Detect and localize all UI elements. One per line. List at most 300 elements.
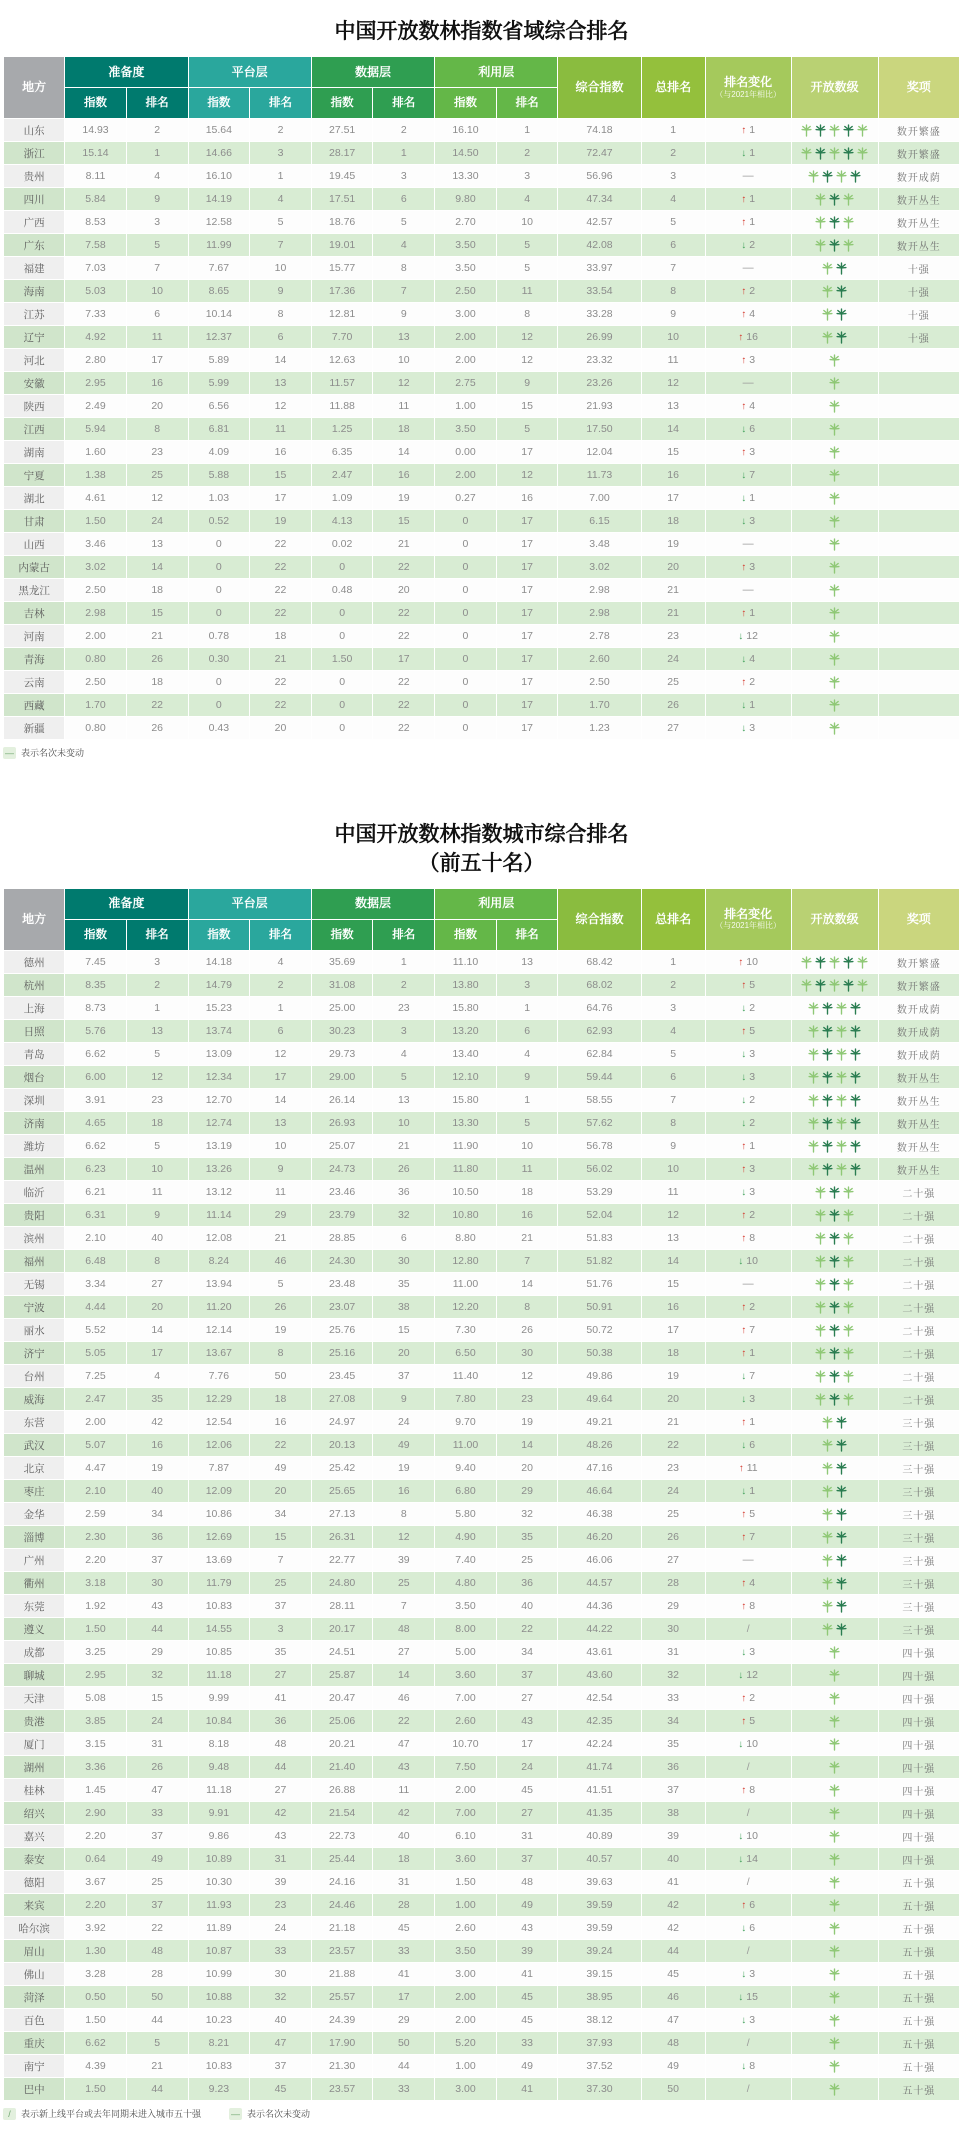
rank-up-icon: ↑ [741,1417,747,1429]
table-row [4,579,959,601]
table-row [4,1664,959,1686]
platform-rank-cell: 17 [250,1066,311,1088]
data-rank-cell: 46 [373,1687,434,1709]
tree-icon [808,1140,819,1153]
award-cell: 数开丛生 [879,1066,959,1088]
total-rank-cell: 4 [642,188,705,210]
platform-index-cell: 0 [189,579,250,601]
data-rank-cell: 7 [373,280,434,302]
rank-change-cell [706,1066,791,1088]
rank-change-value: 1 [749,699,756,712]
readiness-rank-cell: 11 [127,326,188,348]
header-open-level: 开放数级 [792,889,878,950]
tree-icon [829,193,840,206]
utilization-rank-cell: 10 [497,211,558,233]
readiness-rank-cell: 3 [127,211,188,233]
tree-icon [815,1347,826,1360]
data-index-cell: 31.08 [312,974,373,996]
readiness-index-cell: 4.92 [65,326,126,348]
footnote [3,746,84,759]
data-index-cell: 1.09 [312,487,373,509]
table-row [4,1250,959,1272]
table-row [4,1135,959,1157]
utilization-rank-cell: 1 [497,119,558,141]
total-rank-cell: 12 [642,372,705,394]
data-rank-cell: 13 [373,326,434,348]
new-entry-icon: / [746,1807,750,1820]
rank-change-cell [706,533,791,555]
tree-icon [836,1531,847,1544]
open-level-cell [792,1687,878,1709]
utilization-index-cell: 6.10 [435,1825,496,1847]
data-rank-cell: 4 [373,234,434,256]
platform-rank-cell: 25 [250,1572,311,1594]
rank-up-icon: ↑ [741,447,747,459]
table-row [4,1733,959,1755]
data-index-cell: 26.14 [312,1089,373,1111]
tree-icon [829,124,840,137]
place-cell: 广州 [4,1549,64,1571]
readiness-index-cell: 2.50 [65,671,126,693]
readiness-index-cell: 4.39 [65,2055,126,2077]
rank-change-value: 3 [749,722,756,735]
data-index-cell: 0 [312,625,373,647]
rank-change-value: 6 [749,423,756,436]
readiness-rank-cell: 26 [127,648,188,670]
readiness-rank-cell: 21 [127,2055,188,2077]
data-rank-cell: 21 [373,1135,434,1157]
data-rank-cell: 35 [373,1273,434,1295]
composite-index-cell: 40.89 [558,1825,640,1847]
data-index-cell: 11.57 [312,372,373,394]
tree-icon [829,1186,840,1199]
tree-icon [829,607,840,620]
composite-index-cell: 46.64 [558,1480,640,1502]
data-rank-cell: 17 [373,648,434,670]
tree-icon [857,124,868,137]
open-level-cell [792,1963,878,1985]
place-cell: 日照 [4,1020,64,1042]
place-cell: 烟台 [4,1066,64,1088]
utilization-rank-cell: 37 [497,1664,558,1686]
open-level-cell [792,1664,878,1686]
readiness-index-cell: 7.33 [65,303,126,325]
no-change-icon: — [742,1554,754,1567]
subheader-index: 指数 [435,920,496,950]
rank-change-cell [706,1687,791,1709]
utilization-index-cell: 2.00 [435,1986,496,2008]
utilization-index-cell: 2.00 [435,326,496,348]
readiness-rank-cell: 22 [127,1917,188,1939]
table-row [4,1595,959,1617]
data-rank-cell: 19 [373,487,434,509]
utilization-rank-cell: 5 [497,257,558,279]
total-rank-cell: 3 [642,165,705,187]
readiness-rank-cell: 40 [127,1227,188,1249]
city-table [3,888,960,2101]
tree-icon [850,1117,861,1130]
utilization-index-cell: 13.20 [435,1020,496,1042]
tree-icon [822,262,833,275]
tree-icon [815,1393,826,1406]
place-cell: 宁波 [4,1296,64,1318]
total-rank-cell: 15 [642,1273,705,1295]
utilization-index-cell: 14.50 [435,142,496,164]
platform-index-cell: 1.03 [189,487,250,509]
rank-change-cell [706,1825,791,1847]
tree-icon [850,1048,861,1061]
rank-change-cell [706,257,791,279]
total-rank-cell: 42 [642,1917,705,1939]
tree-icon [836,1048,847,1061]
composite-index-cell: 57.62 [558,1112,640,1134]
platform-index-cell: 0 [189,694,250,716]
platform-index-cell: 0 [189,602,250,624]
data-index-cell: 28.11 [312,1595,373,1617]
place-cell: 厦门 [4,1733,64,1755]
award-cell [879,487,959,509]
platform-rank-cell: 7 [250,234,311,256]
tree-icon [843,1209,854,1222]
tree-icon [843,1255,854,1268]
utilization-rank-cell: 17 [497,556,558,578]
place-cell: 泰安 [4,1848,64,1870]
utilization-rank-cell: 24 [497,1756,558,1778]
composite-index-cell: 44.57 [558,1572,640,1594]
table-row [4,1457,959,1479]
readiness-index-cell: 7.58 [65,234,126,256]
rank-change-cell [706,142,791,164]
rank-change-value: 10 [746,1738,758,1751]
utilization-index-cell: 7.50 [435,1756,496,1778]
utilization-rank-cell: 3 [497,165,558,187]
rank-up-icon: ↑ [741,1509,747,1521]
platform-index-cell: 10.30 [189,1871,250,1893]
rank-change-value: 12 [746,630,758,643]
tree-icon [829,400,840,413]
table-row [4,326,959,348]
rank-up-icon: ↑ [741,1785,747,1797]
place-cell: 嘉兴 [4,1825,64,1847]
data-rank-cell: 43 [373,1756,434,1778]
tree-icon [822,331,833,344]
total-rank-cell: 9 [642,1135,705,1157]
composite-index-cell: 42.08 [558,234,640,256]
platform-rank-cell: 14 [250,349,311,371]
readiness-rank-cell: 44 [127,2009,188,2031]
utilization-index-cell: 8.80 [435,1227,496,1249]
data-index-cell: 1.25 [312,418,373,440]
total-rank-cell: 14 [642,418,705,440]
rank-change-value: 1 [749,1140,756,1153]
tree-icon [829,2014,840,2027]
tree-icon [829,1255,840,1268]
place-cell: 重庆 [4,2032,64,2054]
tree-icon [836,1577,847,1590]
rank-change-value: 12 [746,1669,758,1682]
readiness-index-cell: 2.10 [65,1480,126,1502]
rank-change-value: 3 [749,1646,756,1659]
rank-change-cell [706,372,791,394]
rank-change-cell [706,1273,791,1295]
tree-icon [829,630,840,643]
rank-change-value: 4 [749,400,756,413]
rank-change-cell [706,1181,791,1203]
award-cell: 二十强 [879,1365,959,1387]
total-rank-cell: 19 [642,1365,705,1387]
composite-index-cell: 2.78 [558,625,640,647]
platform-index-cell: 10.88 [189,1986,250,2008]
utilization-rank-cell: 18 [497,1181,558,1203]
rank-change-cell [706,1158,791,1180]
composite-index-cell: 42.35 [558,1710,640,1732]
award-cell: 数开丛生 [879,1135,959,1157]
utilization-rank-cell: 16 [497,487,558,509]
platform-index-cell: 10.89 [189,1848,250,1870]
composite-index-cell: 39.15 [558,1963,640,1985]
tree-icon [829,239,840,252]
total-rank-cell: 2 [642,974,705,996]
rank-down-icon: ↓ [741,424,747,436]
utilization-index-cell: 15.80 [435,1089,496,1111]
utilization-index-cell: 2.75 [435,372,496,394]
composite-index-cell: 41.51 [558,1779,640,1801]
readiness-index-cell: 6.62 [65,1043,126,1065]
total-rank-cell: 16 [642,1296,705,1318]
rank-change-value: 6 [749,1922,756,1935]
award-cell: 三十强 [879,1549,959,1571]
rank-change-value: 2 [749,1301,756,1314]
rank-up-icon: ↑ [741,1900,747,1912]
composite-index-cell: 56.02 [558,1158,640,1180]
utilization-rank-cell: 9 [497,372,558,394]
tree-icon [857,147,868,160]
rank-change-value: 6 [749,1439,756,1452]
table-row [4,1917,959,1939]
data-rank-cell: 41 [373,1963,434,1985]
readiness-rank-cell: 35 [127,1388,188,1410]
readiness-rank-cell: 9 [127,188,188,210]
utilization-rank-cell: 45 [497,1986,558,2008]
award-cell: 五十强 [879,1871,959,1893]
composite-index-cell: 21.93 [558,395,640,417]
data-index-cell: 35.69 [312,951,373,973]
place-cell: 济宁 [4,1342,64,1364]
rank-change-value: 1 [749,492,756,505]
data-index-cell: 0.48 [312,579,373,601]
award-cell: 五十强 [879,1917,959,1939]
award-cell: 五十强 [879,2009,959,2031]
tree-icon [822,1416,833,1429]
utilization-index-cell: 3.00 [435,1963,496,1985]
rank-change-value: 5 [749,1025,756,1038]
data-rank-cell: 33 [373,2078,434,2100]
platform-rank-cell: 41 [250,1687,311,1709]
award-cell: 四十强 [879,1779,959,1801]
award-cell: 三十强 [879,1434,959,1456]
city-title [0,821,963,878]
table-header [4,889,959,950]
rank-change-note: （与2021年相比） [715,89,782,99]
platform-rank-cell: 24 [250,1917,311,1939]
open-level-cell [792,1572,878,1594]
rank-change-value: 7 [749,469,756,482]
readiness-rank-cell: 29 [127,1641,188,1663]
readiness-rank-cell: 23 [127,1089,188,1111]
award-cell: 四十强 [879,1641,959,1663]
place-cell: 聊城 [4,1664,64,1686]
rank-down-icon: ↓ [741,1003,747,1015]
rank-change-cell [706,1411,791,1433]
utilization-rank-cell: 12 [497,1365,558,1387]
place-cell: 青岛 [4,1043,64,1065]
total-rank-cell: 15 [642,441,705,463]
data-rank-cell: 2 [373,974,434,996]
rank-change-value: 1 [749,1416,756,1429]
open-level-cell [792,648,878,670]
table-row [4,1158,959,1180]
total-rank-cell: 24 [642,648,705,670]
rank-change-cell [706,717,791,739]
composite-index-cell: 41.74 [558,1756,640,1778]
open-level-cell [792,1342,878,1364]
rank-change-value: 1 [749,147,756,160]
award-cell: 三十强 [879,1526,959,1548]
table-row [4,1940,959,1962]
rank-change-value: 3 [749,1186,756,1199]
rank-down-icon: ↓ [741,1923,747,1935]
data-rank-cell: 17 [373,1986,434,2008]
composite-index-cell: 62.93 [558,1020,640,1042]
utilization-rank-cell: 15 [497,395,558,417]
rank-change-cell [706,1940,791,1962]
readiness-index-cell: 7.25 [65,1365,126,1387]
tree-icon [829,956,840,969]
open-level-cell [792,1871,878,1893]
open-level-cell [792,1250,878,1272]
utilization-rank-cell: 4 [497,1043,558,1065]
table-row [4,119,959,141]
data-rank-cell: 22 [373,625,434,647]
place-cell: 杭州 [4,974,64,996]
rank-change-cell [706,441,791,463]
open-level-cell [792,1710,878,1732]
rank-up-icon: ↑ [741,1601,747,1613]
rank-change-cell [706,165,791,187]
composite-index-cell: 58.55 [558,1089,640,1111]
readiness-rank-cell: 20 [127,1296,188,1318]
open-level-cell [792,1480,878,1502]
readiness-index-cell: 14.93 [65,119,126,141]
readiness-index-cell: 2.30 [65,1526,126,1548]
platform-index-cell: 9.48 [189,1756,250,1778]
tree-icon [843,1278,854,1291]
readiness-index-cell: 6.62 [65,1135,126,1157]
readiness-rank-cell: 6 [127,303,188,325]
total-rank-cell: 3 [642,997,705,1019]
rank-change-cell [706,1365,791,1387]
tree-icon [815,1278,826,1291]
utilization-rank-cell: 19 [497,1411,558,1433]
tree-icon [829,1853,840,1866]
subheader-rank: 排名 [127,920,188,950]
utilization-rank-cell: 11 [497,1158,558,1180]
total-rank-cell: 13 [642,395,705,417]
platform-rank-cell: 13 [250,372,311,394]
open-level-cell [792,1457,878,1479]
total-rank-cell: 11 [642,1181,705,1203]
open-level-cell [792,1296,878,1318]
place-cell: 湖南 [4,441,64,463]
rank-up-icon: ↑ [741,1141,747,1153]
readiness-index-cell: 6.31 [65,1204,126,1226]
data-rank-cell: 22 [373,1710,434,1732]
table-row [4,1687,959,1709]
composite-index-cell: 37.93 [558,2032,640,2054]
data-index-cell: 17.51 [312,188,373,210]
rank-change-value: 2 [749,239,756,252]
rank-change-cell [706,1894,791,1916]
open-level-cell [792,2009,878,2031]
table-row [4,188,959,210]
place-cell: 辽宁 [4,326,64,348]
open-level-cell [792,1365,878,1387]
tree-icon [836,1071,847,1084]
total-rank-cell: 9 [642,303,705,325]
readiness-rank-cell: 4 [127,165,188,187]
platform-rank-cell: 27 [250,1664,311,1686]
total-rank-cell: 35 [642,1733,705,1755]
place-cell: 东营 [4,1411,64,1433]
composite-index-cell: 64.76 [558,997,640,1019]
platform-rank-cell: 37 [250,2055,311,2077]
tree-icon [822,1025,833,1038]
utilization-rank-cell: 41 [497,1963,558,1985]
utilization-index-cell: 9.70 [435,1411,496,1433]
tree-icon [815,193,826,206]
header-platform: 平台层 [189,889,311,919]
rank-change-cell [706,1204,791,1226]
header-composite: 综合指数 [558,57,640,118]
rank-change-cell [706,997,791,1019]
tree-icon [843,1393,854,1406]
tree-icon [829,2083,840,2096]
data-index-cell: 27.13 [312,1503,373,1525]
data-rank-cell: 40 [373,1825,434,1847]
rank-change-value: 8 [749,1232,756,1245]
place-cell: 巴中 [4,2078,64,2100]
open-level-cell [792,1825,878,1847]
table-row [4,1365,959,1387]
utilization-rank-cell: 8 [497,303,558,325]
platform-rank-cell: 14 [250,1089,311,1111]
platform-index-cell: 11.18 [189,1664,250,1686]
data-index-cell: 22.77 [312,1549,373,1571]
composite-index-cell: 39.24 [558,1940,640,1962]
table-row [4,303,959,325]
award-cell [879,533,959,555]
readiness-rank-cell: 42 [127,1411,188,1433]
tree-icon [836,1002,847,1015]
composite-index-cell: 52.04 [558,1204,640,1226]
platform-rank-cell: 18 [250,625,311,647]
award-cell: 十强 [879,326,959,348]
readiness-index-cell: 1.50 [65,510,126,532]
utilization-index-cell: 11.80 [435,1158,496,1180]
award-cell [879,717,959,739]
readiness-index-cell: 5.07 [65,1434,126,1456]
composite-index-cell: 72.47 [558,142,640,164]
